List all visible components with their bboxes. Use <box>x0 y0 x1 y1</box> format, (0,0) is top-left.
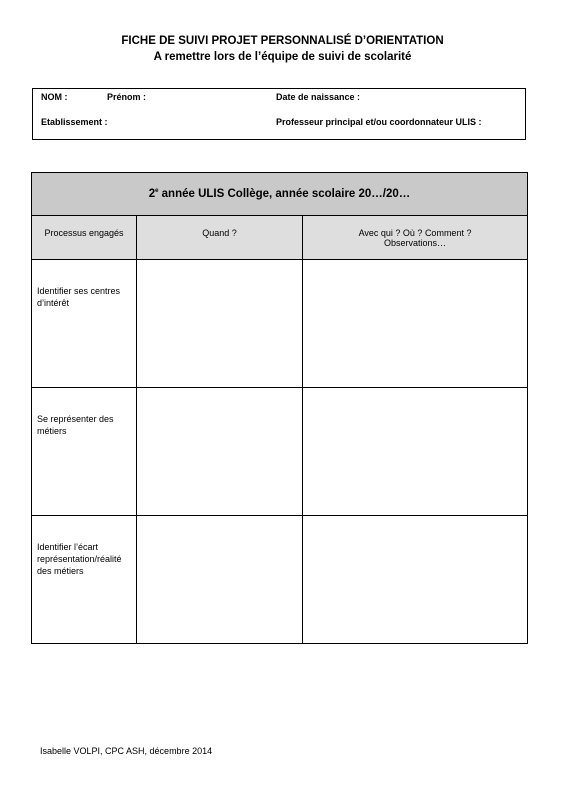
table-row <box>32 516 528 644</box>
column-header-avec-qui <box>303 216 528 260</box>
etablissement-label: Etablissement : <box>41 117 108 127</box>
observations-cell[interactable] <box>303 516 528 644</box>
quand-cell[interactable] <box>137 260 303 388</box>
document-title: FICHE DE SUIVI PROJET PERSONNALISÉ D’ORIENTATION <box>121 35 444 47</box>
table-title-sup: e <box>155 188 159 195</box>
observations-cell[interactable] <box>303 260 528 388</box>
professeur-label: Professeur principal et/ou coordonnateur ULIS : <box>276 117 482 127</box>
table-title <box>32 173 528 216</box>
row-label: Identifier l’écart représentation/réalité des métiers <box>32 516 137 644</box>
row-label: Se représenter des métiers <box>32 388 137 516</box>
column-header-observations: Observations… <box>384 238 447 248</box>
document-subtitle: A remettre lors de l’équipe de suivi de scolarité <box>153 51 412 63</box>
quand-cell[interactable] <box>137 388 303 516</box>
footer-credit: Isabelle VOLPI, CPC ASH, décembre 2014 <box>40 746 213 756</box>
column-header-avec-qui-line1: Avec qui ? Où ? Comment ? <box>358 228 472 238</box>
date-naissance-label: Date de naissance : <box>276 92 361 102</box>
prenom-label: Prénom : <box>107 92 147 102</box>
table-title-text: année ULIS Collège, année scolaire 20…/20… <box>158 188 411 200</box>
suivi-table <box>31 172 528 644</box>
table-row <box>32 260 528 388</box>
row-label: Identifier ses centres d’intérêt <box>32 260 137 388</box>
column-header-processus: Processus engagés <box>32 216 137 260</box>
table-row <box>32 388 528 516</box>
column-header-quand: Quand ? <box>137 216 303 260</box>
student-info-box <box>32 88 526 140</box>
quand-cell[interactable] <box>137 516 303 644</box>
nom-label: NOM : <box>41 92 68 102</box>
table-title-num: 2 <box>148 188 156 200</box>
observations-cell[interactable] <box>303 388 528 516</box>
